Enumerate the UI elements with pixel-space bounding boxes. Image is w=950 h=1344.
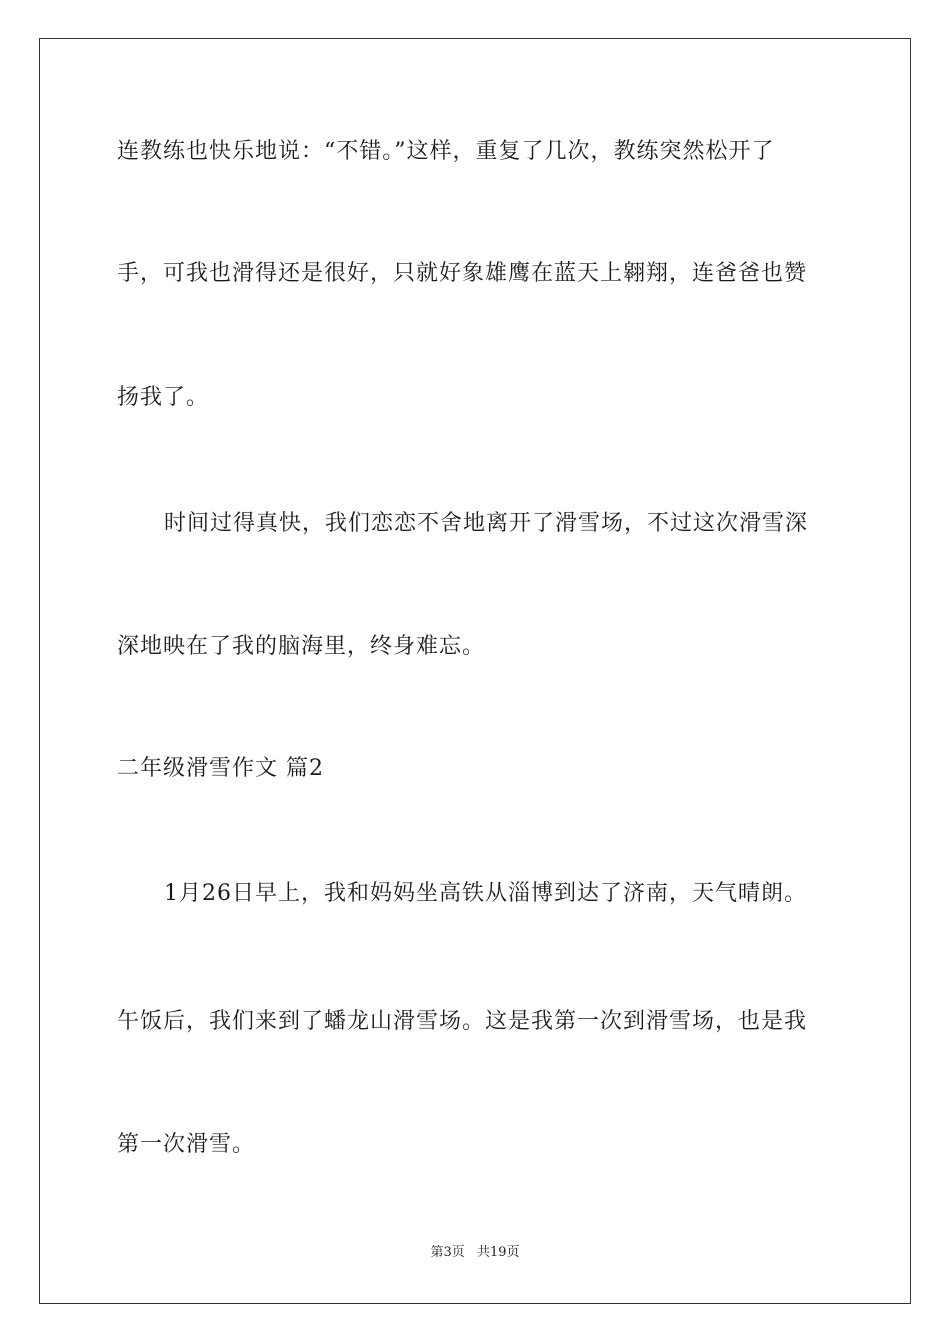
paragraph-line: 午饭后，我们来到了蟠龙山滑雪场。这是我第一次到滑雪场，也是我 [117,1009,808,1034]
page-border [39,38,911,1304]
page-footer [0,1244,950,1262]
paragraph-line: 手，可我也滑得还是很好，只就好象雄鹰在蓝天上翱翔，连爸爸也赞 [117,261,808,286]
paragraph-line: 第一次滑雪。 [117,1132,256,1157]
paragraph-line: 深地映在了我的脑海里，终身难忘。 [117,634,486,659]
section-heading: 二年级滑雪作文 篇2 [117,756,324,781]
page-number: 第3页 [430,1245,465,1260]
page-total: 共19页 [476,1245,520,1260]
paragraph-line: 时间过得真快，我们恋恋不舍地离开了滑雪场，不过这次滑雪深 [164,511,809,536]
paragraph-line: 扬我了。 [117,385,210,410]
paragraph-line: 1月26日早上，我和妈妈坐高铁从淄博到达了济南，天气晴朗。 [164,881,807,906]
paragraph-line: 连教练也快乐地说：“不错。”这样，重复了几次，教练突然松开了 [117,139,775,164]
